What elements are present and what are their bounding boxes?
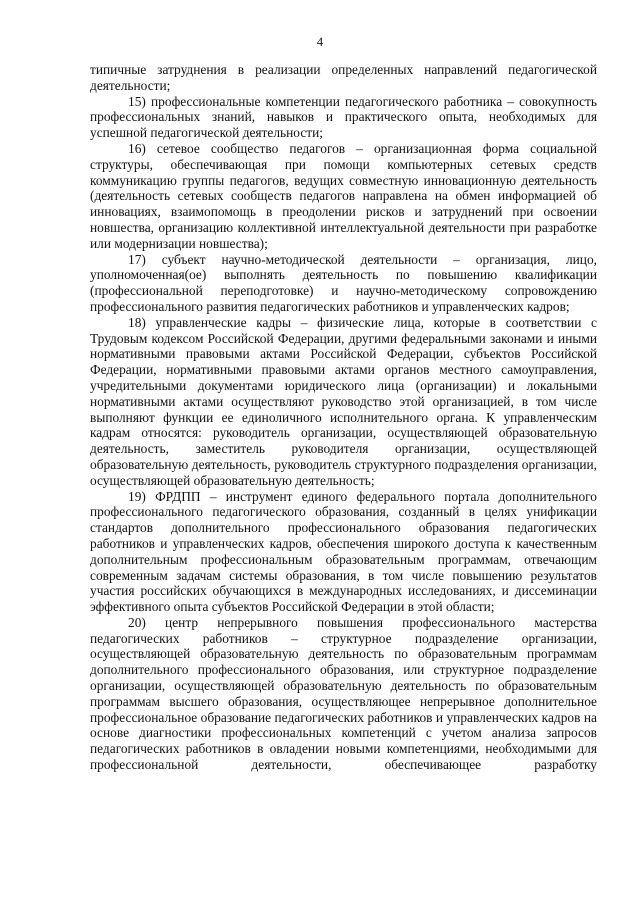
paragraph-item-20: 20) центр непрерывного повышения профессионального мастерства педагогических работников – структурное подразделение организации, осуществляющей образовательную деятельность по образовательным программам дополнительного профессионального образования, или структурное подразделение организации, осуществляющей образовательную деятельность по образовательным программам высшего образования, осуществляющее непрерывное дополнительное профессиональное образование педагогических работников и управленческих кадров на основе диагностики профессиональных компетенций с учетом анализа запросов педагогических работников в овладении новыми компетенциями, необходимыми для профессиональной деятельности, обеспечивающее разработку [90,614,597,773]
paragraph-item-17: 17) субъект научно-методической деятельности – организация, лицо, уполномоченная(ое) выполнять деятельность по повышению квалификации (профессиональной переподготовке) и научно-методическому сопровождению профессионального развития педагогических работников и управленческих кадров; [90,251,597,314]
paragraph-item-15: 15) профессиональные компетенции педагогического работника – совокупность профессиональных знаний, навыков и практического опыта, необходимых для успешной педагогической деятельности; [90,93,597,141]
paragraph-item-16: 16) сетевое сообщество педагогов – организационная форма социальной структуры, обеспечивающая при помощи компьютерных сетевых средств коммуникацию группы педагогов, ведущих совместную инновационную деятельность (деятельность сетевых сообществ педагогов направлена на обмен информацией об инновациях, взаимопомощь в преодолении рисков и затруднений при освоении новшества, организацию коллективной интеллектуальной деятельности при разработке или модернизации новшества); [90,140,597,251]
paragraph-continuation: типичные затруднения в реализации определенных направлений педагогической деятельности; [90,62,597,93]
document-body [90,62,597,773]
page-number: 4 [316,35,324,49]
paragraph-item-18: 18) управленческие кадры – физические лица, которые в соответствии с Трудовым кодексом Российской Федерации, другими федеральными законами и иными нормативными правовыми актами Российской Федерации, субъектов Российской Федерации, нормативными правовыми актами органов местного самоуправления, учредительными документами юридического лица (организации) и локальными нормативными актами осуществляют руководство этой организацией, в том числе выполняют функции ее единоличного исполнительного органа. К управленческим кадрам относятся: руководитель организации, осуществляющей образовательную деятельность, заместитель руководителя организации, осуществляющей образовательную деятельность, руководитель структурного подразделения организации, осуществляющей образовательную деятельность; [90,314,597,488]
paragraph-item-19: 19) ФРДПП – инструмент единого федерального портала дополнительного профессионального педагогического образования, созданный в целях унификации стандартов дополнительного профессионального образования педагогических работников и управленческих кадров, обеспечения широкого доступа к качественным дополнительным профессиональным образовательным программам, отвечающим современным задачам системы образования, в том числе повышению результатов участия российских обучающихся в международных исследованиях, и диссеминации эффективного опыта субъектов Российской Федерации в этой области; [90,488,597,615]
